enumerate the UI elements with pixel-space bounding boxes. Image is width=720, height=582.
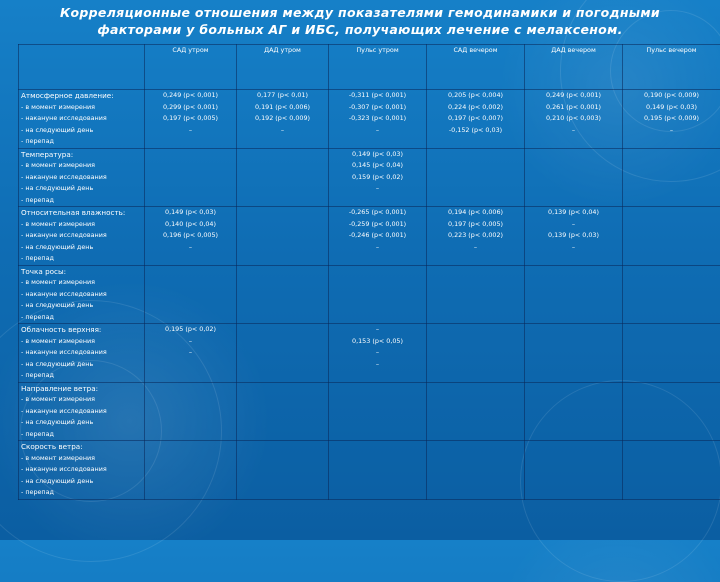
table-body — [19, 90, 720, 500]
correlation-value: 0,195 (p< 0,009) — [625, 113, 718, 125]
correlation-value: -0,307 (p< 0,001) — [331, 102, 424, 114]
sub-label: - перепад — [21, 429, 142, 441]
correlation-value: 0,149 (p< 0,03) — [331, 149, 424, 161]
row-label-cell — [19, 90, 145, 149]
sub-label: - в момент измерения — [21, 277, 142, 289]
correlation-value: 0,196 (p< 0,005) — [147, 230, 234, 242]
sub-label: - накануне исследования — [21, 230, 142, 242]
value-cell — [329, 324, 427, 383]
correlation-value: 0,192 (p< 0,009) — [239, 113, 326, 125]
table-row — [19, 207, 720, 266]
row-label-cell — [19, 207, 145, 266]
sub-label: - в момент измерения — [21, 394, 142, 406]
correlation-value: -0,152 (p< 0,03) — [429, 125, 522, 137]
correlation-value: 0,197 (p< 0,005) — [429, 219, 522, 231]
correlation-value: 0,299 (p< 0,001) — [147, 102, 234, 114]
correlation-value: 0,249 (p< 0,001) — [527, 90, 620, 102]
correlation-value: 0,140 (p< 0,04) — [147, 219, 234, 231]
table-row — [19, 265, 720, 324]
value-cell — [525, 324, 623, 383]
value-cell — [237, 207, 329, 266]
value-cell — [329, 90, 427, 149]
table-row — [19, 441, 720, 500]
correlation-value: 0,205 (p< 0,004) — [429, 90, 522, 102]
sub-label: - на следующий день — [21, 417, 142, 429]
column-header: Пульс вечером — [623, 45, 720, 90]
correlation-value: – — [527, 125, 620, 137]
value-cell — [237, 265, 329, 324]
correlation-value: – — [147, 242, 234, 254]
correlation-value: 0,223 (p< 0,002) — [429, 230, 522, 242]
correlation-value: 0,191 (p< 0,006) — [239, 102, 326, 114]
correlation-value: 0,197 (p< 0,005) — [147, 113, 234, 125]
value-cell — [237, 441, 329, 500]
sub-label: - накануне исследования — [21, 347, 142, 359]
correlation-value: 0,177 (p< 0,01) — [239, 90, 326, 102]
value-cell — [525, 441, 623, 500]
value-cell — [237, 148, 329, 207]
value-cell — [329, 382, 427, 441]
correlation-value: -0,323 (p< 0,001) — [331, 113, 424, 125]
correlation-value: 0,194 (p< 0,006) — [429, 207, 522, 219]
column-header: Пульс утром — [329, 45, 427, 90]
correlation-table — [18, 44, 720, 500]
value-cell — [145, 382, 237, 441]
correlation-value: 0,195 (p< 0,02) — [147, 324, 234, 336]
value-cell — [427, 265, 525, 324]
value-cell — [525, 382, 623, 441]
value-cell — [525, 207, 623, 266]
value-cell — [623, 148, 720, 207]
factor-label: Облачность верхняя: — [21, 324, 142, 336]
slide-title: Корреляционные отношения между показателями гемодинамики и погодными факторами у больных АГ и ИБС, получающих лечение с мелаксеном. — [40, 4, 680, 38]
column-header: ДАД утром — [237, 45, 329, 90]
sub-label: - накануне исследования — [21, 172, 142, 184]
correlation-value: – — [331, 183, 424, 195]
value-cell — [145, 90, 237, 149]
sub-label: - в момент измерения — [21, 453, 142, 465]
sub-label: - перепад — [21, 370, 142, 382]
row-label-cell — [19, 441, 145, 500]
table-row — [19, 324, 720, 383]
row-label-cell — [19, 148, 145, 207]
correlation-value — [147, 359, 234, 371]
table-row — [19, 382, 720, 441]
correlation-value: – — [147, 125, 234, 137]
value-cell — [145, 265, 237, 324]
correlation-value: 0,139 (p< 0,04) — [527, 207, 620, 219]
factor-label: Температура: — [21, 149, 142, 161]
value-cell — [525, 265, 623, 324]
column-header: САД утром — [145, 45, 237, 90]
value-cell — [329, 207, 427, 266]
corner-cell — [19, 45, 145, 90]
correlation-value: 0,153 (p< 0,05) — [331, 336, 424, 348]
value-cell — [237, 382, 329, 441]
value-cell — [623, 382, 720, 441]
correlation-value: – — [331, 324, 424, 336]
correlation-value: – — [331, 347, 424, 359]
factor-label: Точка росы: — [21, 266, 142, 278]
sub-label: - в момент измерения — [21, 336, 142, 348]
value-cell — [427, 90, 525, 149]
value-cell — [427, 382, 525, 441]
factor-label: Скорость ветра: — [21, 441, 142, 453]
value-cell — [329, 148, 427, 207]
sub-label: - перепад — [21, 312, 142, 324]
correlation-value: 0,261 (p< 0,001) — [527, 102, 620, 114]
sub-label: - перепад — [21, 136, 142, 148]
correlation-value: – — [331, 125, 424, 137]
correlation-value: 0,149 (p< 0,03) — [625, 102, 718, 114]
correlation-value: – — [625, 125, 718, 137]
value-cell — [623, 265, 720, 324]
column-header: ДАД вечером — [525, 45, 623, 90]
sub-label: - на следующий день — [21, 125, 142, 137]
sub-label: - перепад — [21, 195, 142, 207]
correlation-value: – — [429, 242, 522, 254]
table-row — [19, 148, 720, 207]
correlation-value: – — [147, 347, 234, 359]
correlation-value: -0,311 (p< 0,001) — [331, 90, 424, 102]
factor-label: Относительная влажность: — [21, 207, 142, 219]
sub-label: - на следующий день — [21, 359, 142, 371]
value-cell — [427, 441, 525, 500]
value-cell — [237, 324, 329, 383]
column-header: САД вечером — [427, 45, 525, 90]
value-cell — [329, 441, 427, 500]
value-cell — [427, 148, 525, 207]
value-cell — [525, 148, 623, 207]
correlation-value: – — [239, 125, 326, 137]
correlation-value: 0,145 (p< 0,04) — [331, 160, 424, 172]
sub-label: - на следующий день — [21, 183, 142, 195]
sub-label: - накануне исследования — [21, 464, 142, 476]
factor-label: Атмосферное давление: — [21, 90, 142, 102]
value-cell — [145, 207, 237, 266]
value-cell — [525, 90, 623, 149]
value-cell — [237, 90, 329, 149]
correlation-value: – — [331, 359, 424, 371]
value-cell — [623, 441, 720, 500]
value-cell — [145, 148, 237, 207]
table-row — [19, 90, 720, 149]
correlation-value: -0,265 (p< 0,001) — [331, 207, 424, 219]
correlation-value: – — [147, 336, 234, 348]
correlation-value: – — [527, 242, 620, 254]
correlation-value: – — [331, 242, 424, 254]
value-cell — [623, 324, 720, 383]
value-cell — [623, 90, 720, 149]
correlation-value: 0,224 (p< 0,002) — [429, 102, 522, 114]
sub-label: - перепад — [21, 487, 142, 499]
sub-label: - накануне исследования — [21, 406, 142, 418]
correlation-value: 0,149 (p< 0,03) — [147, 207, 234, 219]
correlation-value: 0,139 (p< 0,03) — [527, 230, 620, 242]
row-label-cell — [19, 265, 145, 324]
factor-label: Направление ветра: — [21, 383, 142, 395]
sub-label: - перепад — [21, 253, 142, 265]
correlation-value: 0,210 (p< 0,003) — [527, 113, 620, 125]
sub-label: - на следующий день — [21, 300, 142, 312]
correlation-value: -0,246 (p< 0,001) — [331, 230, 424, 242]
correlation-value: – — [527, 219, 620, 231]
sub-label: - в момент измерения — [21, 160, 142, 172]
sub-label: - в момент измерения — [21, 102, 142, 114]
row-label-cell — [19, 382, 145, 441]
correlation-value: 0,190 (p< 0,009) — [625, 90, 718, 102]
sub-label: - в момент измерения — [21, 219, 142, 231]
sub-label: - накануне исследования — [21, 289, 142, 301]
correlation-value: 0,159 (p< 0,02) — [331, 172, 424, 184]
value-cell — [427, 324, 525, 383]
sub-label: - накануне исследования — [21, 113, 142, 125]
value-cell — [329, 265, 427, 324]
value-cell — [145, 441, 237, 500]
correlation-value: -0,259 (p< 0,001) — [331, 219, 424, 231]
value-cell — [623, 207, 720, 266]
value-cell — [427, 207, 525, 266]
row-label-cell — [19, 324, 145, 383]
correlation-value: 0,249 (p< 0,001) — [147, 90, 234, 102]
value-cell — [145, 324, 237, 383]
sub-label: - на следующий день — [21, 476, 142, 488]
correlation-value: 0,197 (p< 0,007) — [429, 113, 522, 125]
sub-label: - на следующий день — [21, 242, 142, 254]
header-row — [19, 45, 720, 90]
